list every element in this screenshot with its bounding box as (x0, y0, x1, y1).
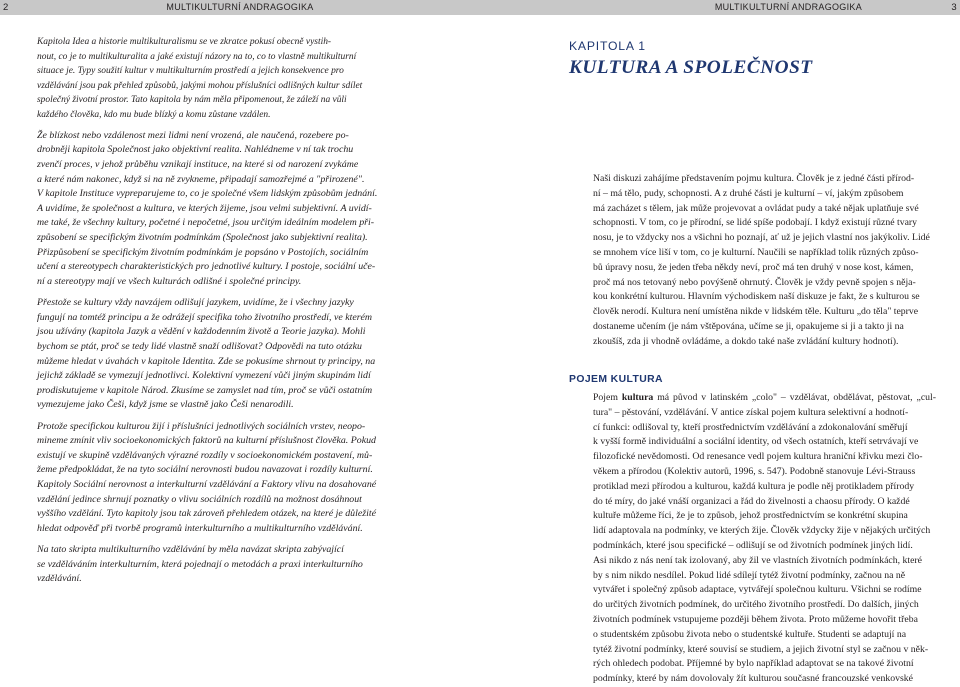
text-line: proč má nos tetovaný nebo povýšeně ohrnutý. Člověk je vždy pevně spojen s něja- (593, 276, 916, 288)
text-line: Přestože se kultury vždy navzájem odlišují jazykem, uvidíme, že i všechny jazyky (37, 297, 354, 309)
text-line: prodiskutujeme v kapitole Národ. Zkusíme se zamyslet nad tím, proč se vůči ostatním (37, 384, 373, 396)
chapter-label: KAPITOLA 1 (569, 39, 646, 53)
text-line: Naši diskuzi zahájíme představením pojmu kultura. Člověk je z jedné části přírod- (593, 173, 915, 184)
text-line: zkoušíš, zda ji vhodně ovládáme, a dokdo také naše zvládání kultury hodnotí). (593, 335, 899, 347)
text-line: do určitých životních podmínek, do určitého životního prostředí. Do dalších, jiných (593, 599, 919, 611)
text-line: podmínky, které by nám dovolovaly žít kulturou současné francouzské venkovské (593, 673, 913, 685)
text-line: dostaneme učením (je nám vštěpována, učíme se ji, opakujeme si ji a takto ji na (593, 320, 904, 332)
left-page-number: 2 (3, 2, 9, 13)
text-line: jsou užívány (kapitola Jazyk a vědění v každodenním životě a Teorie jazyka). Mohli (37, 326, 366, 338)
right-page-number: 3 (951, 2, 957, 13)
text-line: filozofické nevědomosti. Od renesance vedl pojem kultura hraniční křivku mezi člo- (593, 451, 923, 463)
left-paragraph (37, 35, 390, 122)
left-page (0, 0, 480, 663)
text-line: společný životní prostor. Tato kapitola by nám měla připomenout, že záleží na vůli (37, 95, 347, 105)
text-line: kultuře můžeme říci, že je to způsob, jehož prostřednictvím se konkrétní skupina (593, 510, 908, 522)
text-line: učení a stereotypech charakteristických pro jednotlivé kultury. I postoje, sociální uče- (37, 261, 376, 273)
left-running-head-title: MULTIKULTURNÍ ANDRAGOGIKA (166, 2, 314, 12)
text-line: bychom se ptát, proč se tedy lidé vlastně snaží odlišovat? Odpovědi na tuto otázku (37, 340, 362, 352)
text-line: zvenčí proces, v jehož průběhu vznikají instituce, na které si od narození zvykáme (37, 158, 359, 170)
left-paragraph (37, 296, 390, 413)
text-line: má zacházet s tělem, jak může projevovat a ovládat pudy a také nějak uplatňuje své (593, 202, 919, 214)
text-line: tura" – pěstování, vzdělávání. V antice získal pojem kultura selektivní a hodnotí- (593, 406, 909, 418)
text-line: životních podmínek vstupujeme později během života. Proto můžeme hovořit třeba (593, 613, 918, 625)
text-line: protiklad mezi přírodou a kulturou, každá kultura je podle něj protikladem přírody (593, 480, 915, 492)
left-paragraph (37, 129, 390, 290)
text-line: schopnosti. V tom, co je přírodní, se lidé spíše podobají. I když existují různé tvary (593, 217, 918, 229)
text-line: A uvidíme, že společnost a kultura, ve kterých žijeme, jsou velmi subjektivní. A uvidí- (37, 202, 372, 214)
text-line: vzdělání jedince shrnují poznatky o vlivu sociálních rozdílů na možnost dosáhnout (37, 493, 362, 505)
left-paragraph (37, 543, 390, 587)
text-line: lidí adaptovala na podmínky, ve kterých žije. Člověk vždycky žije v nějakých určitých (593, 525, 931, 537)
text-line: drobněji kapitola Společnost jako objektivní realita. Nahlédneme v ní tak trochu (37, 144, 354, 156)
section-term-kultura: kultura (621, 392, 654, 403)
text-line: ní a stereotypy mají ve všech kulturách odlišné i společné principy. (37, 275, 302, 287)
text-line: fungují na tomtéž principu a že odrážejí specifika toho životního prostředí, ve kterém (37, 311, 373, 323)
text-line: Protože specifickou kulturou žijí i příslušníci jednotlivých sociálních vrstev, neopo- (37, 420, 366, 432)
text-line: vyššího vzdělání. Tyto kapitoly jsou tak zároveň přehledem otázek, na které je důležité (37, 508, 376, 520)
section-body-paragraph (593, 391, 936, 687)
text-line: člověk nerodí. Kultura není umístěna nikde v lidském těle. Kulturu „do těla" teprve (593, 306, 919, 318)
left-running-header (0, 0, 480, 15)
text-line: Kapitola Idea a historie multikulturalismu se ve zkratce pokusí obecně vystih- (37, 37, 332, 47)
section-first-line-start: Pojem (593, 392, 622, 403)
text-line: Že blízkost nebo vzdálenost mezi lidmi není vrozená, ale naučená, rozebere po- (37, 129, 349, 141)
text-line: vzdělávání. (37, 573, 82, 585)
text-line: věkem a přírodou (Kolektiv autorů, 1996, s. 547). Podobně stanovuje Lévi-Strauss (593, 465, 916, 477)
text-line: žeme předpokládat, že na tyto sociální nerovnosti budou navazovat i rozdíly kulturní. (37, 464, 373, 476)
text-line: každého člověka, kdo mu bude blízký a komu zůstane vzdálen. (37, 109, 271, 120)
text-line: můžeme hledat v úvahách v kapitole Identita. Zde se pokusíme shrnout ty principy, na (37, 355, 376, 367)
text-line: Kapitoly Sociální nerovnost a interkulturní vzdělávání a Faktory vlivu na dosahované (37, 479, 377, 491)
text-line: se mnohem více liší v tom, co je kulturní. Naučili se například tolik různých způso- (593, 246, 919, 258)
text-line: vytvářet i společný způsob adaptace, vytvářejí společnou kulturu. Všichni se rodíme (593, 584, 922, 596)
section-heading: POJEM KULTURA (569, 374, 663, 385)
text-line: bů úpravy nosu, že jeden třeba někdy neví, proč má ten druhý v nose kost, kámen, (593, 261, 914, 273)
text-line: se vzděláváním interkulturním, která pojednají o metodách a praxi interkulturního (37, 558, 363, 570)
text-line: V kapitole Instituce vypreparujeme to, co je společné všem lidským způsobům jednání. (37, 188, 378, 200)
text-line: existují ve skupině vzdělávaných výrazné rozdíly v socioekonomickém postavení, mů- (37, 449, 373, 461)
text-line: jejichž základě se vymezují jednotlivci. Kolektivní vymezení vůči jiným skupinám lidí (37, 370, 371, 382)
chapter-title: KULTURA A SPOLEČNOST (569, 57, 813, 78)
section-first-line-rest: má původ v latinském „colo" – vzdělávat, obdělávat, pěstovat, „cul- (653, 392, 936, 403)
text-line: cí funkci: odlišoval ty, kteří prostřednictvím vzdělávání a zdokonalování směřují (593, 421, 908, 433)
section-first-line (593, 391, 936, 406)
text-line: Asi nikdo z nás není tak izolovaný, aby žil ve vlastních životních podmínkách, které (593, 554, 922, 566)
text-line: vzdělávání jsou pak přehled způsobů, jakými mohou příslušníci odlišných kultur sdílet (37, 80, 363, 91)
text-line: způsobení se specifickým životním podmínkám (Společnost jako subjektivní realita). (37, 231, 368, 243)
text-line: nout, co je to multikulturalita a jaké existují názory na to, co to vlastně multikulturní (37, 51, 357, 62)
left-paragraph (37, 420, 390, 537)
text-line: nosu, je to vždycky nos a všichni ho poznají, ať už je jejich vlastní nos jakýkoliv. Lidé (593, 232, 930, 244)
text-line: me také, že všechny kultury, početné i nepočetné, jsou určitým ideálním modelem při- (37, 217, 375, 229)
text-line: o studentském způsobu života nebo o studentské kultuře. Studenti se adaptují na (593, 628, 907, 640)
right-running-header (480, 0, 960, 15)
text-line: Přizpůsobení se specifickým životním podmínkám je popsáno v Postojích, sociálním (37, 246, 369, 258)
text-line: hledat odpověď při tvorbě programů interkulturního a multikulturního vzdělávání. (37, 522, 363, 534)
text-line: Na tato skripta multikulturního vzdělávání by měla navázat skripta zabývající (37, 544, 344, 556)
chapter-intro-paragraph (593, 172, 936, 350)
text-line: do té míry, do jaké vnáší organizaci a řád do živelnosti a chaosu přírody. O každé (593, 495, 910, 507)
text-line: a které nám nakonec, když si na ně zvykneme, připadají samozřejmé a "přirozené". (37, 173, 365, 185)
text-line: by s nim nikdo nesdílel. Pokud lidé sdílejí tytéž životní podmínky, začnou na ně (593, 569, 906, 581)
text-line: kou konkrétní kulturou. Hlavním východiskem naší diskuze je fakt, že s kulturou se (593, 291, 920, 303)
text-line: podmínkách, které jsou specifické – odlišují se od životních podmínek jiných lidí. (593, 539, 913, 551)
text-line: vymezujeme jako Češi, když jsme se vlastně jako Češi nenarodili. (37, 399, 294, 411)
text-line: ní – má tělo, pudy, schopnosti. A z druhé části je kulturní – ví, jakým způsobem (593, 187, 904, 199)
left-body-text (37, 35, 390, 594)
text-line: situace je. Typy soužití kultur v multikulturním prostředí a jejich konsekvence pro (37, 66, 344, 76)
text-line: mineme zmínit vliv socioekonomických faktorů na kulturní příslušnost člověka. Pokud (37, 435, 376, 447)
text-line: rých ohledech podobat. Příjemné by bylo například adaptovat se na takové životní (593, 658, 914, 670)
text-line: tytéž životní podmínky, které souvisí se studiem, a jejich životní styl se začnou v něk- (593, 643, 929, 655)
right-running-head-title: MULTIKULTURNÍ ANDRAGOGIKA (714, 2, 862, 12)
text-line: k vyšší formě individuální a sociální identity, od všech ostatních, kteří setrvávají ve (593, 436, 919, 448)
